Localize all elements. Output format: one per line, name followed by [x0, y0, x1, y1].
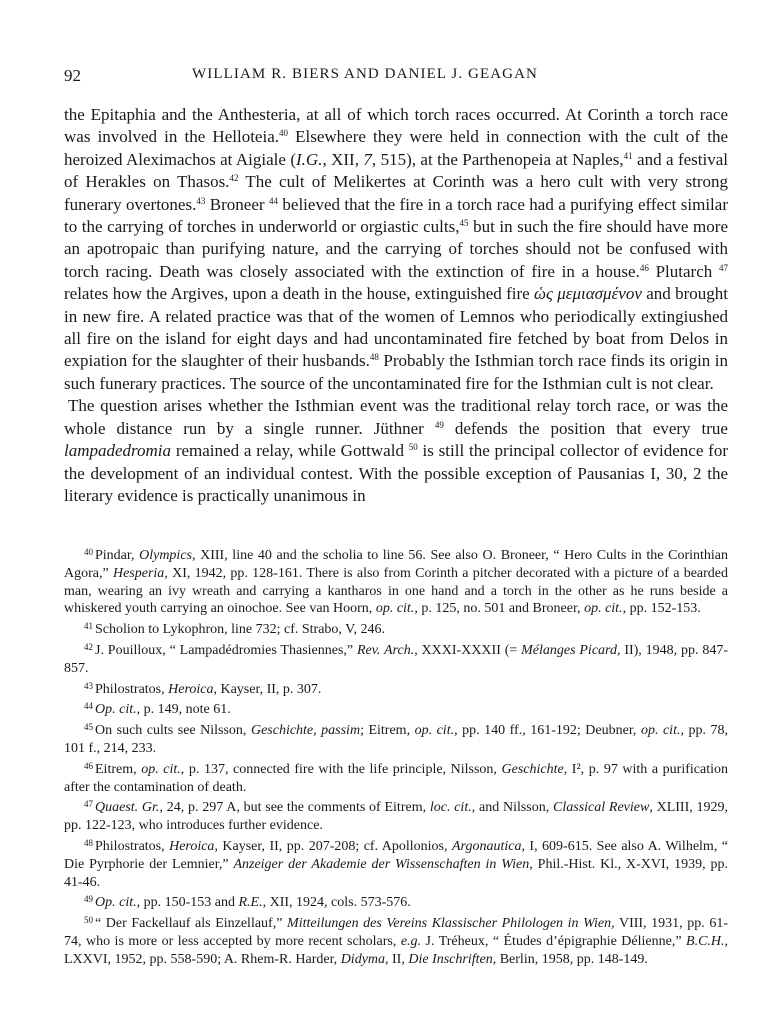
footnote-text: Eitrem,	[95, 761, 142, 777]
footnote-italic-text: e.g.	[400, 933, 422, 949]
footnotes	[64, 544, 728, 969]
text: believed that the fire in a torch race had a purifying effect similar to the carrying of torches in underworld or orgiastic cults,	[64, 194, 728, 237]
italic-text: I.G.	[296, 149, 323, 169]
footnote-italic-text: Argonautica	[451, 838, 522, 854]
text: Elsewhere they were held in connection with the cult of the heroized Aleximachos at Aigiale (	[64, 127, 728, 169]
text: Probably the Isthmian torch race finds its origin in such funerary practices. The source of the uncontaminated fire for the Isthmian cult is not clear.	[64, 351, 729, 393]
footnote-41	[64, 618, 728, 639]
text: Plutarch	[648, 261, 719, 281]
footnote-italic-text: Geschichte	[501, 761, 564, 777]
text: remained a relay, while Gottwald	[171, 441, 409, 461]
footnote-text: , I, 609-615. See also A. Wilhelm, “ Die Pyrphorie der Lemnier,”	[64, 838, 728, 872]
footnote-text: Philostratos,	[95, 838, 170, 854]
footnote-text: , 24, p. 297 A, but see the comments of Eitrem,	[159, 800, 430, 816]
footnote-text: , p. 125, no. 501 and Broneer,	[414, 601, 585, 617]
footnote-ref-40: 40	[279, 128, 288, 139]
footnote-italic-text: Geschichte, passim	[250, 723, 361, 739]
footnote-ref-43: 43	[196, 195, 206, 206]
footnote-italic-text: Op. cit.	[95, 702, 137, 718]
footnote-text: , Berlin, 1958, pp. 148-149.	[492, 951, 648, 967]
footnote-47	[64, 796, 728, 835]
paragraph-2	[64, 395, 728, 507]
footnote-text: “ Der Fackellauf als Einzellauf,”	[95, 916, 288, 932]
footnote-43	[64, 678, 728, 699]
italic-text: lampadedromia	[64, 441, 172, 461]
footnote-italic-text: Didyma	[340, 951, 386, 967]
footnote-40	[64, 544, 728, 618]
footnote-text: , pp. 150-153 and	[136, 895, 239, 911]
footnote-text: , XI, 1942, pp. 128-161. There is also from Corinth a pitcher decorated with a picture of a bearded man, wearing an ivy wreath and carrying a kantharos in one hand and a torch in the other as he runs beside a whiskered youth carrying an oinochoe. See van Hoorn,	[64, 565, 729, 617]
footnote-italic-text: R.E.	[238, 895, 263, 911]
footnote-italic-text: Mélanges Picard	[521, 642, 617, 658]
text: relates how the Argives, upon a death in the house, extinguished fire	[64, 284, 535, 304]
footnote-text: J. Tréheux, “ Études d’épigraphie Délienne,”	[421, 933, 687, 949]
paragraph-1	[64, 104, 728, 395]
footnote-text: , p. 137, connected fire with the life principle, Nilsson,	[180, 761, 502, 777]
footnote-italic-text: B.C.H.	[686, 933, 725, 949]
footnote-42	[64, 639, 728, 678]
footnote-46	[64, 758, 728, 797]
footnote-italic-text: op. cit.	[375, 601, 415, 617]
footnote-italic-text: Mitteilungen des Vereins Klassischer Philologen in Wien,	[287, 916, 615, 932]
text: Broneer	[205, 194, 269, 214]
footnote-number: 43	[84, 680, 93, 691]
footnote-number: 47	[84, 799, 93, 810]
text: and a festival of Herakles on Thasos.	[64, 149, 728, 192]
text: is still the principal collector of evidence for the development of an individual contest. With the possible exception of Pausanias I, 30, 2 the literary evidence is practically unanimous in	[64, 441, 728, 505]
footnote-text: , pp. 152-153.	[622, 601, 701, 617]
footnote-48	[64, 835, 728, 891]
footnote-italic-text: Heroica	[168, 681, 214, 697]
footnote-italic-text: Hesperia	[112, 565, 165, 581]
footnote-text: Pindar,	[95, 548, 140, 563]
footnote-number: 41	[84, 621, 93, 632]
footnote-number: 45	[84, 722, 93, 733]
text: , XII,	[322, 149, 364, 169]
footnote-italic-text: Rev. Arch.	[356, 642, 415, 658]
footnote-italic-text: Die Inschriften	[408, 951, 493, 967]
footnote-number: 50	[84, 915, 93, 926]
footnote-italic-text: op. cit.	[141, 761, 181, 777]
footnote-text: VIII, 1931, pp. 61-74, who is more or less accepted by more recent scholars,	[64, 916, 728, 949]
footnote-text: , pp. 78, 101 f., 214, 233.	[64, 723, 728, 756]
footnote-text: , II,	[385, 951, 409, 967]
footnote-italic-text: loc. cit.	[429, 800, 472, 816]
footnote-text: , LXXVI, 1952, pp. 558-590; A. Rhem-R. Harder,	[64, 933, 729, 967]
footnote-number: 49	[84, 894, 93, 905]
footnote-number: 46	[84, 760, 93, 771]
footnote-ref-41: 41	[623, 150, 633, 161]
footnote-text: , XII, 1924, cols. 573-576.	[262, 895, 411, 911]
footnote-text: , XIII, line 40 and the scholia to line 56. See also O. Broneer, “ Hero Cults in the Corinthian Agora,”	[64, 548, 728, 581]
footnote-number: 42	[84, 641, 93, 652]
footnote-text: , p. 149, note 61.	[136, 702, 231, 718]
footnote-text: J. Pouilloux, “ Lampadédromies Thasiennes,”	[95, 642, 357, 658]
footnote-italic-text: op. cit.	[640, 723, 681, 739]
footnote-text: On such cults see Nilsson,	[95, 723, 251, 739]
footnote-49	[64, 891, 728, 912]
footnote-number: 44	[84, 701, 93, 712]
page-header	[64, 66, 724, 88]
footnote-text: , I², p. 97 with a purification after the contamination of death.	[64, 761, 728, 795]
footnote-italic-text: op. cit.	[414, 723, 455, 739]
text: and brought in new fire. A related practice was that of the women of Lemnos who periodically extingiushed all fire on the island for eight days and had uncontaminated fire fetched by boat from Delos in expiation for the slaughter of their husbands.	[64, 284, 728, 371]
footnote-text: , XLIII, 1929, pp. 122-123, who introduces further evidence.	[64, 800, 729, 834]
footnote-ref-46: 46	[639, 262, 649, 273]
body-text	[64, 104, 728, 507]
footnote-50	[64, 912, 728, 968]
footnote-italic-text: Anzeiger der Akademie der Wissenschaften in Wien	[233, 856, 530, 872]
footnote-number: 40	[84, 547, 93, 557]
footnote-text: , and Nilsson,	[471, 800, 554, 816]
text: , 515), at the Parthenopeia at Naples,	[371, 149, 624, 169]
page-number: 92	[64, 66, 81, 85]
text: but in such the fire should have more an apotropaic than purifying nature, and the carrying of torches should not be confused with torch racing. Death was closely associated with the extinction of fire in a house.	[64, 217, 728, 281]
greek-text: ὡς μεμιασμένον	[534, 284, 642, 304]
text: defends the position that every true	[443, 418, 728, 438]
footnote-text: Scholion to Lykophron, line 732; cf. Strabo, V, 246.	[95, 622, 385, 638]
footnote-text: , pp. 140 ff., 161-192; Deubner,	[454, 723, 641, 739]
footnote-italic-text: Quaest. Gr.	[95, 800, 160, 816]
footnote-text: , Phil.-Hist. Kl., X-XVI, 1939, pp. 41-46.	[64, 856, 728, 890]
footnote-text: , Kayser, II, p. 307.	[213, 681, 322, 697]
text: The question arises whether the Isthmian event was the traditional relay torch race, or was the whole distance run by a single runner. Jüthner	[64, 396, 728, 438]
footnote-text: , XXXI-XXXII (=	[414, 642, 522, 658]
footnote-number: 48	[84, 837, 93, 848]
footnote-text: , Kayser, II, pp. 207-208; cf. Apollonios,	[214, 838, 452, 854]
footnote-text: Philostratos,	[95, 681, 169, 697]
italic-text: 7	[363, 149, 372, 169]
footnote-ref-49: 49	[434, 419, 444, 430]
footnote-italic-text: Op. cit.	[95, 895, 137, 911]
footnote-italic-text: Classical Review	[553, 800, 650, 816]
footnote-45	[64, 719, 728, 758]
footnote-text: ; Eitrem,	[360, 723, 415, 739]
footnote-text: , II), 1948, pp. 847-857.	[64, 642, 728, 676]
text: The cult of Melikertes at Corinth was a hero cult with very strong funerary overtones.	[64, 172, 728, 214]
footnote-italic-text: op. cit.	[584, 601, 623, 617]
running-head: WILLIAM R. BIERS AND DANIEL J. GEAGAN	[192, 66, 538, 82]
footnote-ref-50: 50	[408, 442, 418, 453]
footnote-ref-45: 45	[459, 218, 469, 229]
footnote-ref-48: 48	[369, 352, 379, 363]
footnote-italic-text: Olympics	[139, 548, 192, 563]
footnote-ref-42: 42	[229, 173, 239, 184]
text: the Epitaphia and the Anthesteria, at all of which torch races occurred. At Corinth a torch race was involved in the Helloteia.	[64, 105, 728, 147]
footnote-44	[64, 698, 728, 719]
footnote-ref-44: 44	[268, 195, 278, 206]
footnote-ref-47: 47	[719, 262, 728, 273]
footnote-italic-text: Heroica	[169, 838, 215, 854]
